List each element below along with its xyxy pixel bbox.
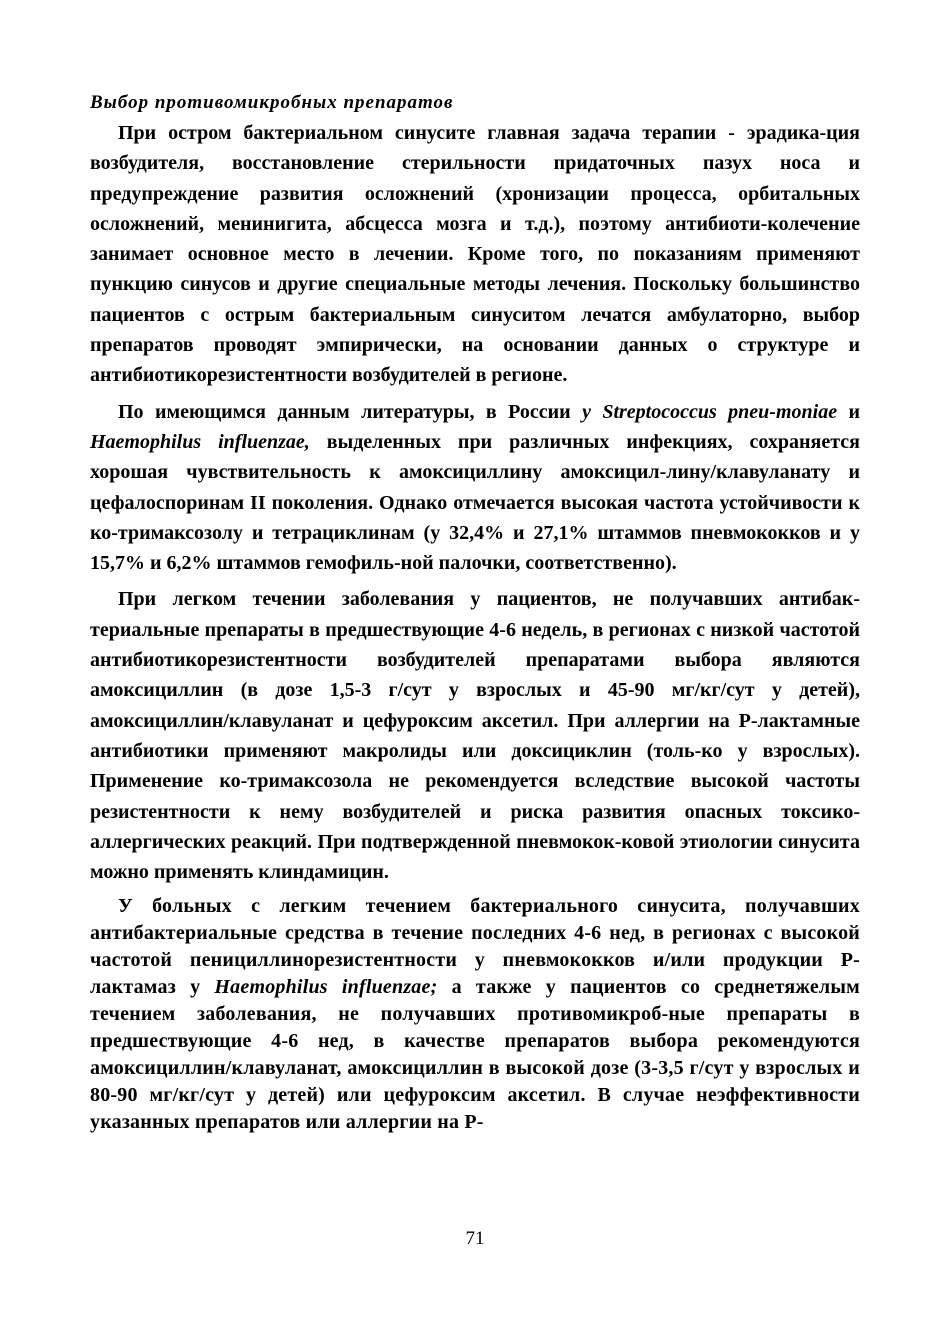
paragraph-3: При легком течении заболевания у пациентов, не получавших антибак-териальные препараты в предшествующие 4-6 недель, в регионах с низкой частотой антибиотикорезистентности возбудителей препаратами выбора являются амоксициллин (в дозе 1,5-3 г/сут у взрослых и 45-90 мг/кг/сут у детей), амоксициллин/клавуланат и цефуроксим аксетил. При аллергии на Р-лактамные антибиотики применяют макролиды или доксициклин (толь-ко у взрослых). Применение ко-тримаксозола не рекомендуется вследствие высокой частоты резистентности к нему возбудителей и риска развития опасных токсико-аллергических реакций. При подтвержденной пневмокок-ковой этиологии синусита можно применять клиндамицин. [90, 588, 860, 884]
paragraph-4 [90, 893, 860, 1136]
paragraph-4-species: Haemophilus influenzae; [214, 976, 438, 999]
paragraph-1: При остром бактериальном синусите главная задача терапии - эрадика-ция возбудителя, восстановление стерильности придаточных пазух носа и предупреждение развития осложнений (хронизации процесса, орбитальных осложнений, менинигита, абсцесса мозга и т.д.), поэтому антибиоти-колечение занимает основное место в лечении. Кроме того, по показаниям применяют пункцию синусов и другие специальные методы лечения. Поскольку большинство пациентов с острым бактериальным синуситом лечатся амбулаторно, выбор препаратов проводят эмпирически, на основании данных о структуре и антибиотикорезистентности возбудителей в регионе. [90, 122, 860, 387]
paragraph-2-text-a: По имеющимся данным литературы, в России [118, 400, 583, 423]
paragraph-2-species-2: Haemophilus influenzae, [90, 430, 310, 453]
paragraph-2-text-c: и [837, 400, 860, 423]
paragraph-2-species-1: у Streptococcus pneu-moniae [582, 400, 838, 423]
paragraph-4-text-c: а также у пациентов со среднетяжелым течением заболевания, не получавших противомикроб-ные препараты в предшествующие 4-6 нед, в качестве препаратов выбора рекомендуются амоксициллин/клавуланат, амоксициллин в высокой дозе (3-3,5 г/сут у взрослых и 80-90 мг/кг/сут у детей) или цефуроксим аксетил. В случае неэффективности указанных препаратов или аллергии на Р- [90, 976, 860, 1134]
paragraph-2-text-e: выделенных при различных инфекциях, сохраняется хорошая чувствительность к амоксициллину амоксицил-лину/клавуланату и цефалоспоринам II поколения. Однако отмечается высокая частота устойчивости к ко-тримаксозолу и тетрациклинам (у 32,4% и 27,1% штаммов пневмококков и у 15,7% и 6,2% штаммов гемофиль-ной палочки, соответственно). [90, 430, 860, 575]
page-number: 71 [465, 1228, 485, 1249]
document-page [90, 88, 860, 1142]
paragraph-2 [90, 397, 860, 579]
paragraph-4-text-a: У больных с легким течением бактериального синусита, получавших антибактериальные средства в течение последних 4-6 нед, в регионах с высокой частотой пенициллинорезистентности у пневмококков и/или продукции Р-лактамаз у [90, 895, 860, 999]
section-heading: Выбор противомикробных препаратов [90, 92, 454, 113]
